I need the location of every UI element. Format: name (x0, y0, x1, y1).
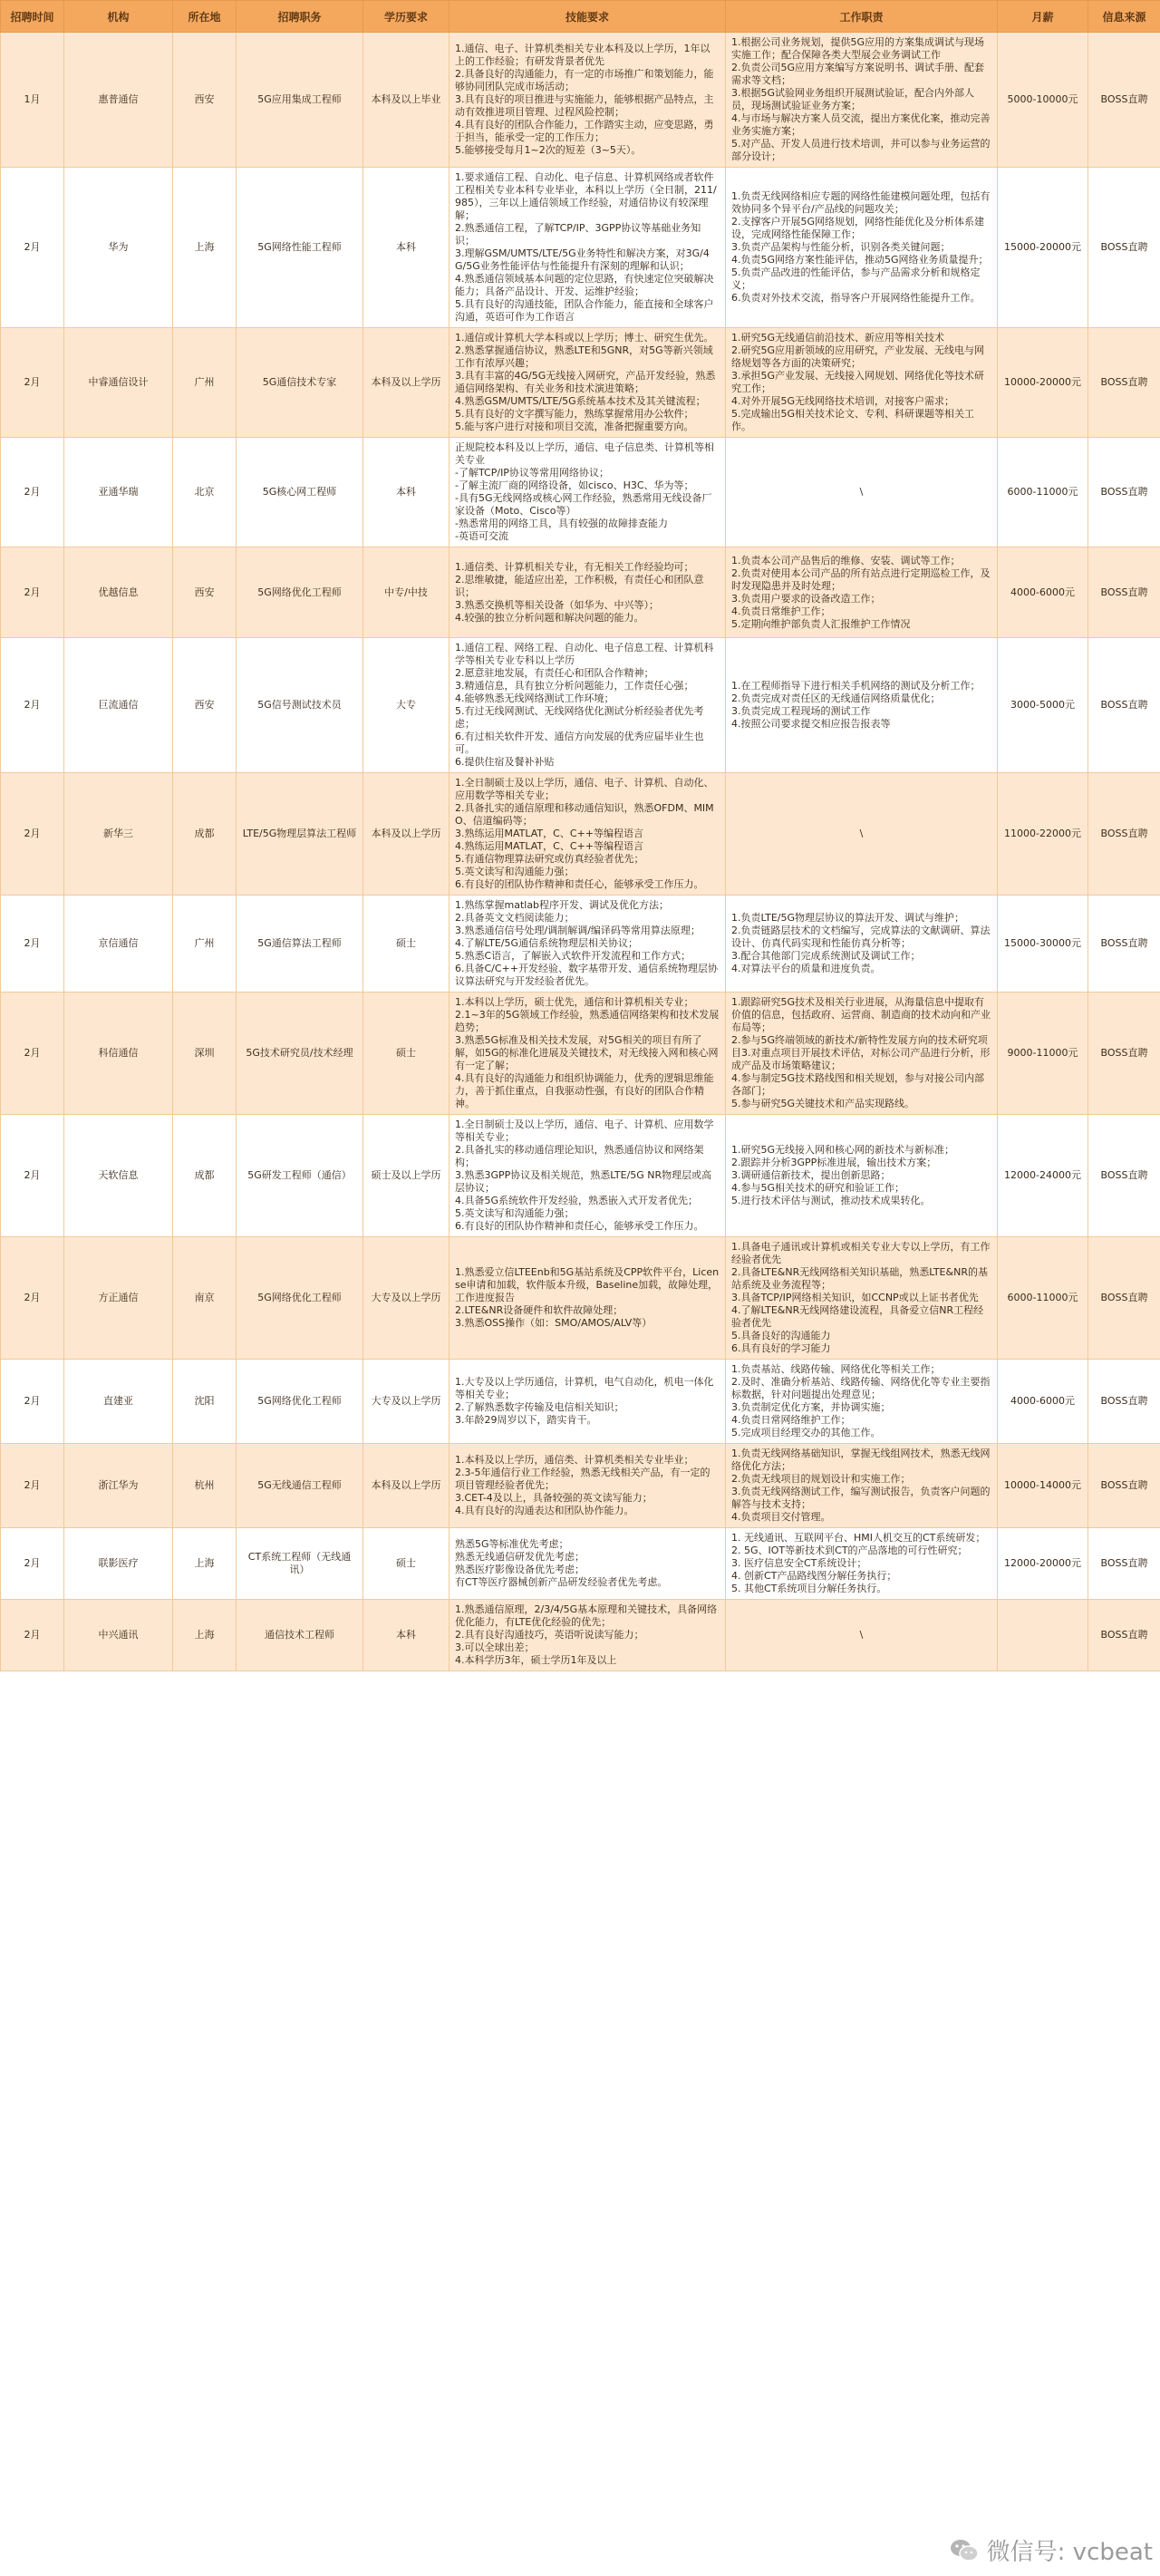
cell-source: BOSS直聘 (1088, 773, 1160, 896)
cell-education: 硕士 (363, 993, 450, 1115)
cell-salary: 4000-6000元 (998, 547, 1088, 638)
watermark (949, 2533, 1153, 2567)
cell-duties: 1. 无线通讯、互联网平台、HMI人机交互的CT系统研发； 2. 5G、IOT等新技术到CT的产品落地的可行性研究； 3. 医疗信息安全CT系统设计； 4. 创新CT产品路线图分解任务执行； 5. 其他CT系统项目分解任务执行。 (726, 1528, 998, 1600)
cell-time: 2月 (1, 993, 64, 1115)
cell-city: 上海 (173, 1600, 237, 1671)
cell-time: 1月 (1, 33, 64, 168)
table-row (1, 993, 1160, 1115)
table-row (1, 1600, 1160, 1671)
cell-org: 新华三 (64, 773, 173, 896)
table-row (1, 1360, 1160, 1444)
cell-source: BOSS直聘 (1088, 1444, 1160, 1528)
cell-position: 5G通信算法工程师 (237, 896, 363, 993)
cell-skills: 1.要求通信工程、自动化、电子信息、计算机网络或者软件工程相关专业本科专业毕业，本科以上学历（全日制，211/985），三年以上通信领域工作经验，对通信协议有较深理解； 2.熟悉通信工程，了解TCP/IP、3GPP协议等基础业务知识； 3.理解GSM/UMTS/LTE/5G业务特性和解决方案，对3G/4G/5G业务性能评估与性能提升有深刻的理解和认识； 4.熟悉通信领域基本问题的定位思路，有快速定位突破解决能力；具备产品设计、开发、运维护经验； 5.具有良好的沟通技能，团队合作能力，能直接和全球客户沟通，英语可作为工作语言 (450, 168, 726, 328)
cell-org: 华为 (64, 168, 173, 328)
cell-skills: 1.通信、电子、计算机类相关专业本科及以上学历，1年以上的工作经验；有研发背景者优先 2.具备良好的沟通能力，有一定的市场推广和策划能力，能够协同团队完成市场活动； 3.具有良好的项目推进与实施能力，能够根据产品特点，主动有效推进项目管理、过程风险控制； 4.具有良好的团队合作能力，工作踏实主动，应变思路，勇于担当，能承受一定的工作压力； 5.能够接受每月1~2次的短差（3~5天）。 (450, 33, 726, 168)
cell-skills: 1.全日制硕士及以上学历，通信、电子、计算机、应用数学等相关专业； 2.具备扎实的移动通信理论知识，熟悉通信协议和网络架构； 3.熟悉3GPP协议及相关规范，熟悉LTE/5G NR物理层或高层协议； 4.具备5G系统软件开发经验，熟悉嵌入式开发者优先； 5.英文读写和沟通能力强； 6.有良好的团队协作精神和责任心，能够承受工作压力。 (450, 1115, 726, 1237)
cell-education: 大专及以上学历 (363, 1360, 450, 1444)
cell-position: CT系统工程师（无线通讯） (237, 1528, 363, 1600)
cell-org: 天软信息 (64, 1115, 173, 1237)
table-row (1, 773, 1160, 896)
cell-org: 浙江华为 (64, 1444, 173, 1528)
cell-time: 2月 (1, 1444, 64, 1528)
col-source-header: 信息来源 (1088, 1, 1160, 33)
cell-education: 大专及以上学历 (363, 1237, 450, 1360)
cell-skills: 1.全日制硕士及以上学历，通信、电子、计算机、自动化、应用数学等相关专业； 2.具备扎实的通信原理和移动通信知识，熟悉OFDM、MIMO、信道编码等； 3.熟练运用MATLAT，C、C++等编程语言 4.熟练运用MATLAT，C、C++等编程语言 5.有通信物理算法研究或仿真经验者优先； 5.英文读写和沟通能力强； 6.有良好的团队协作精神和责任心，能够承受工作压力。 (450, 773, 726, 896)
cell-position: 5G网络优化工程师 (237, 1237, 363, 1360)
cell-skills: 1.大专及以上学历通信，计算机，电气自动化，机电一体化等相关专业； 2.了解熟悉数字传输及电信相关知识； 3.年龄29周岁以下，踏实肯干。 (450, 1360, 726, 1444)
cell-time: 2月 (1, 1528, 64, 1600)
cell-skills: 1.本科及以上学历，通信类、计算机类相关专业毕业； 2.3-5年通信行业工作经验，熟悉无线相关产品，有一定的项目管理经验者优先； 3.CET-4及以上，具备较强的英文读写能力； 4.具有良好的沟通表达和团队协作能力。 (450, 1444, 726, 1528)
cell-source: BOSS直聘 (1088, 547, 1160, 638)
cell-city: 上海 (173, 168, 237, 328)
cell-salary (998, 1600, 1088, 1671)
cell-city: 西安 (173, 638, 237, 773)
col-time-header: 招聘时间 (1, 1, 64, 33)
header-row (1, 1, 1160, 33)
cell-city: 深圳 (173, 993, 237, 1115)
cell-time: 2月 (1, 328, 64, 438)
cell-skills: 1.通信工程、网络工程、自动化、电子信息工程、计算机科学等相关专业专科以上学历 2.愿意驻地发展，有责任心和团队合作精神； 3.精通信息，具有独立分析问题能力，工作责任心强； 4.能够熟悉无线网络测试工作环境； 5.有过无线网测试、无线网络优化测试分析经验者优先考虑； 6.有过相关软件开发、通信方向发展的优秀应届毕业生也可。 6.提供住宿及餐补补贴 (450, 638, 726, 773)
cell-education: 大专 (363, 638, 450, 773)
cell-duties: 1.负责无线网络基础知识，掌握无线组网技术，熟悉无线网络优化方法； 2.负责无线项目的规划设计和实施工作； 3.负责无线网络测试工作，编写测试报告，负责客户问题的解答与技术支持； 4.负责项目交付管理。 (726, 1444, 998, 1528)
cell-skills: 1.熟悉通信原理，2/3/4/5G基本原理和关键技术，具备网络优化能力，有LTE优化经验的优先； 2.具有良好沟通技巧，英语听说读写能力； 3.可以全球出差； 4.本科学历3年，硕士学历1年及以上 (450, 1600, 726, 1671)
cell-time: 2月 (1, 1237, 64, 1360)
table-row (1, 438, 1160, 547)
col-salary-header: 月薪 (998, 1, 1088, 33)
cell-education: 中专/中技 (363, 547, 450, 638)
cell-position: 5G应用集成工程师 (237, 33, 363, 168)
table-row (1, 547, 1160, 638)
col-position-header: 招聘职务 (237, 1, 363, 33)
cell-city: 广州 (173, 328, 237, 438)
cell-city: 上海 (173, 1528, 237, 1600)
cell-skills: 1.熟练掌握matlab程序开发、调试及优化方法； 2.具备英文文档阅读能力； 3.熟悉通信信号处理/调制解调/编译码等常用算法原理； 4.了解LTE/5G通信系统物理层相关协议； 5.熟悉C语言，了解嵌入式软件开发流程和工作方式； 6.具备C/C++开发经验、数字基带开发、通信系统物理层协议算法研究与开发经验者优先。 (450, 896, 726, 993)
cell-salary: 15000-20000元 (998, 168, 1088, 328)
col-skills-header: 技能要求 (450, 1, 726, 33)
cell-duties: \ (726, 1600, 998, 1671)
cell-org: 直建亚 (64, 1360, 173, 1444)
cell-duties: 1.在工程师指导下进行相关手机网络的测试及分析工作； 2.负责完成对责任区的无线通信网络质量优化； 3.负责完成工程现场的测试工作 4.按照公司要求提交相应报告报表等 (726, 638, 998, 773)
cell-duties: 1.负责无线网络相应专题的网络性能建模问题处理，包括有效协同多个异平台/产品线的问题攻关； 2.支撑客户开展5G网络规划，网络性能优化及分析体系建设，完成网络性能保障工作； 3.负责产品架构与性能分析，识别各类关键问题； 4.负责5G网络方案性能评估，推动5G网络业务质量提升； 5.负责产品改进的性能评估，参与产品需求分析和规格定义； 6.负责对外技术交流，指导客户开展网络性能提升工作。 (726, 168, 998, 328)
cell-source: BOSS直聘 (1088, 328, 1160, 438)
cell-skills: 1.本科以上学历，硕士优先，通信和计算机相关专业； 2.1~3年的5G领域工作经验，熟悉通信网络架构和技术发展趋势； 3.熟悉5G标准及相关技术发展，对5G相关的项目有所了解，如5G的标准化进展及关键技术，对无线接入网和核心网有一定了解； 4.具有良好的沟通能力和组织协调能力，优秀的逻辑思维能力，善于抓住重点，自我驱动性强，有良好的团队合作精神。 (450, 993, 726, 1115)
cell-time: 2月 (1, 168, 64, 328)
cell-city: 杭州 (173, 1444, 237, 1528)
table-row (1, 638, 1160, 773)
cell-time: 2月 (1, 1600, 64, 1671)
cell-education: 本科 (363, 168, 450, 328)
cell-source: BOSS直聘 (1088, 1237, 1160, 1360)
cell-education: 本科及以上学历 (363, 328, 450, 438)
cell-salary: 12000-20000元 (998, 1528, 1088, 1600)
cell-source: BOSS直聘 (1088, 1360, 1160, 1444)
cell-skills: 1.熟悉爱立信LTEEnb和5G基站系统及CPP软件平台，License申请和加载，软件版本升级，Baseline加载，故障处理，工作进度报告 2.LTE&NR设备硬件和软件故障处理； 3.熟悉OSS操作（如：SMO/AMOS/ALV等） (450, 1237, 726, 1360)
cell-org: 优越信息 (64, 547, 173, 638)
cell-salary: 6000-11000元 (998, 438, 1088, 547)
cell-education: 本科及以上学历 (363, 773, 450, 896)
cell-education: 本科及以上毕业 (363, 33, 450, 168)
table-row (1, 328, 1160, 438)
cell-org: 亚通华瑞 (64, 438, 173, 547)
cell-position: 5G技术研究员/技术经理 (237, 993, 363, 1115)
cell-skills: 1.通信或计算机大学本科或以上学历；博士、研究生优先。 2.熟悉掌握通信协议，熟悉LTE和5GNR，对5G等新兴领域工作有浓厚兴趣； 3.具有丰富的4G/5G无线接入网研究，产品开发经验，熟悉通信网络架构、有关业务和技术演进策略； 4.熟悉GSM/UMTS/LTE/5G系统基本技术及其关键流程； 5.具有良好的文字撰写能力，熟练掌握常用办公软件； 5.能与客户进行对接和项目交流，准备把握重要方向。 (450, 328, 726, 438)
cell-source: BOSS直聘 (1088, 1600, 1160, 1671)
cell-salary: 9000-11000元 (998, 993, 1088, 1115)
table-row (1, 1237, 1160, 1360)
cell-education: 硕士 (363, 1528, 450, 1600)
cell-duties: \ (726, 438, 998, 547)
cell-org: 中兴通讯 (64, 1600, 173, 1671)
col-education-header: 学历要求 (363, 1, 450, 33)
table-row (1, 1115, 1160, 1237)
cell-org: 京信通信 (64, 896, 173, 993)
cell-salary: 10000-20000元 (998, 328, 1088, 438)
cell-city: 北京 (173, 438, 237, 547)
cell-org: 巨流通信 (64, 638, 173, 773)
cell-org: 方正通信 (64, 1237, 173, 1360)
cell-salary: 5000-10000元 (998, 33, 1088, 168)
cell-salary: 4000-6000元 (998, 1360, 1088, 1444)
cell-duties: 1.负责本公司产品售后的维修、安装、调试等工作； 2.负责对使用本公司产品的所有站点进行定期巡检工作，及时发现隐患并及时处理； 3.负责用户要求的设备改造工作； 4.负责日常维护工作； 5.定期向维护部负责人汇报维护工作情况 (726, 547, 998, 638)
table-row (1, 896, 1160, 993)
cell-position: 5G网络性能工程师 (237, 168, 363, 328)
cell-time: 2月 (1, 1360, 64, 1444)
cell-position: 5G网络优化工程师 (237, 1360, 363, 1444)
cell-duties: 1.根据公司业务规划，提供5G应用的方案集成调试与现场实施工作；配合保障各类大型展会业务调试工作 2.负责公司5G应用方案编写方案说明书、调试手册、配套需求等文档； 3.根据5G试验网业务组织开展测试验证，配合内外部人员，现场测试验证业务方案； 4.与市场与解决方案人员交流，提出方案优化案，推动完善业务实施方案； 5.对产品、开发人员进行技术培训，并可以参与业务运营的部分设计； (726, 33, 998, 168)
cell-org: 惠普通信 (64, 33, 173, 168)
col-org-header: 机构 (64, 1, 173, 33)
cell-duties: 1.研究5G无线通信前沿技术、新应用等相关技术 2.研究5G应用新领域的应用研究，产业发展、无线电与网络规划等各方面的决策研究； 3.承担5G产业发展、无线接入网规划、网络优化等技术研究工作； 4.对外开展5G无线网络技术培训，对接客户需求； 5.完成输出5G相关技术论文、专利、科研课题等相关工作。 (726, 328, 998, 438)
cell-position: 5G研发工程师（通信） (237, 1115, 363, 1237)
cell-salary: 3000-5000元 (998, 638, 1088, 773)
cell-source: BOSS直聘 (1088, 896, 1160, 993)
cell-city: 沈阳 (173, 1360, 237, 1444)
cell-org: 中睿通信设计 (64, 328, 173, 438)
cell-education: 硕士 (363, 896, 450, 993)
cell-city: 成都 (173, 773, 237, 896)
cell-source: BOSS直聘 (1088, 1528, 1160, 1600)
cell-skills: 1.通信类、计算机相关专业，有无相关工作经验均可； 2.思维敏捷，能适应出差，工作积极，有责任心和团队意识； 3.熟悉交换机等相关设备（如华为、中兴等）； 4.较强的独立分析问题和解决问题的能力。 (450, 547, 726, 638)
watermark-text: 微信号: vcbeat (986, 2539, 1153, 2566)
cell-education: 本科 (363, 438, 450, 547)
cell-duties: 1.负责基站、线路传输、网络优化等相关工作； 2.及时、准确分析基站、线路传输、网络优化等专业主要指标数据，针对问题提出处理意见； 3.负责制定优化方案，并协调实施； 4.负责日常网络维护工作； 5.完成项目经理交办的其他工作。 (726, 1360, 998, 1444)
cell-city: 西安 (173, 547, 237, 638)
cell-city: 西安 (173, 33, 237, 168)
table-row (1, 33, 1160, 168)
cell-source: BOSS直聘 (1088, 993, 1160, 1115)
cell-time: 2月 (1, 1115, 64, 1237)
cell-position: LTE/5G物理层算法工程师 (237, 773, 363, 896)
cell-salary: 11000-22000元 (998, 773, 1088, 896)
cell-education: 本科 (363, 1600, 450, 1671)
cell-salary: 12000-24000元 (998, 1115, 1088, 1237)
cell-duties: \ (726, 773, 998, 896)
cell-position: 通信技术工程师 (237, 1600, 363, 1671)
cell-position: 5G网络优化工程师 (237, 547, 363, 638)
cell-time: 2月 (1, 773, 64, 896)
cell-source: BOSS直聘 (1088, 1115, 1160, 1237)
cell-position: 5G通信技术专家 (237, 328, 363, 438)
cell-skills: 熟悉5G等标准优先考虑； 熟悉无线通信研发优先考虑； 熟悉医疗影像设备优先考虑； 有CT等医疗器械创新产品研发经验者优先考虑。 (450, 1528, 726, 1600)
table-row (1, 1444, 1160, 1528)
cell-position: 5G无线通信工程师 (237, 1444, 363, 1528)
cell-time: 2月 (1, 438, 64, 547)
table-body (1, 33, 1160, 1671)
cell-city: 广州 (173, 896, 237, 993)
cell-education: 本科及以上学历 (363, 1444, 450, 1528)
cell-salary: 15000-30000元 (998, 896, 1088, 993)
cell-org: 科信通信 (64, 993, 173, 1115)
cell-source: BOSS直聘 (1088, 33, 1160, 168)
cell-city: 南京 (173, 1237, 237, 1360)
cell-source: BOSS直聘 (1088, 168, 1160, 328)
cell-duties: 1.具备电子通讯或计算机或相关专业大专以上学历，有工作经验者优先 2.具备LTE&NR无线网络相关知识基础，熟悉LTE&NR的基站系统及业务流程等； 3.具备TCP/IP网络相关知识，如CCNP或以上证书者优先 4.了解LTE&NR无线网络建设流程，具备爱立信NR工程经验者优先 5.具备良好的沟通能力 6.具有良好的学习能力 (726, 1237, 998, 1360)
cell-time: 2月 (1, 547, 64, 638)
cell-duties: 1.负责LTE/5G物理层协议的算法开发、调试与维护； 2.负责链路层技术的文档编写，完成算法的文献调研、算法设计、仿真代码实现和性能仿真分析等； 3.配合其他部门完成系统测试及调试工作； 4.对算法平台的质量和进度负责。 (726, 896, 998, 993)
cell-source: BOSS直聘 (1088, 438, 1160, 547)
cell-salary: 10000-14000元 (998, 1444, 1088, 1528)
cell-duties: 1.跟踪研究5G技术及相关行业进展，从海量信息中提取有价值的信息，包括政府、运营商、制造商的技术动向和产业布局等； 2.参与5G终端领域的新技术/新特性发展方向的技术研究项目3.对重点项目开展技术评估，对标公司产品进行分析，形成产品及市场策略建议； 4.参与制定5G技术路线图和相关规划，参与对接公司内部各部门； 5.参与研究5G关键技术和产品实现路线。 (726, 993, 998, 1115)
cell-education: 硕士及以上学历 (363, 1115, 450, 1237)
cell-time: 2月 (1, 638, 64, 773)
table-row (1, 1528, 1160, 1600)
cell-duties: 1.研究5G无线接入网和核心网的新技术与新标准； 2.跟踪并分析3GPP标准进展，输出技术方案； 3.调研通信新技术，提出创新思路； 4.参与5G相关技术的研究和验证工作； 5.进行技术评估与测试，推动技术成果转化。 (726, 1115, 998, 1237)
cell-position: 5G信号测试技术员 (237, 638, 363, 773)
col-city-header: 所在地 (173, 1, 237, 33)
cell-time: 2月 (1, 896, 64, 993)
cell-source: BOSS直聘 (1088, 638, 1160, 773)
cell-salary: 6000-11000元 (998, 1237, 1088, 1360)
col-duties-header: 工作职责 (726, 1, 998, 33)
table-row (1, 168, 1160, 328)
cell-org: 联影医疗 (64, 1528, 173, 1600)
cell-position: 5G核心网工程师 (237, 438, 363, 547)
cell-city: 成都 (173, 1115, 237, 1237)
cell-skills: 正规院校本科及以上学历，通信、电子信息类、计算机等相关专业 -了解TCP/IP协议等常用网络协议； -了解主流厂商的网络设备，如cisco、H3C、华为等； -具有5G无线网络或核心网工作经验，熟悉常用无线设备厂家设备（Moto、Cisco等） -熟悉常用的网络工具，具有较强的故障排查能力 -英语可交流 (450, 438, 726, 547)
wechat-icon (949, 2535, 980, 2566)
